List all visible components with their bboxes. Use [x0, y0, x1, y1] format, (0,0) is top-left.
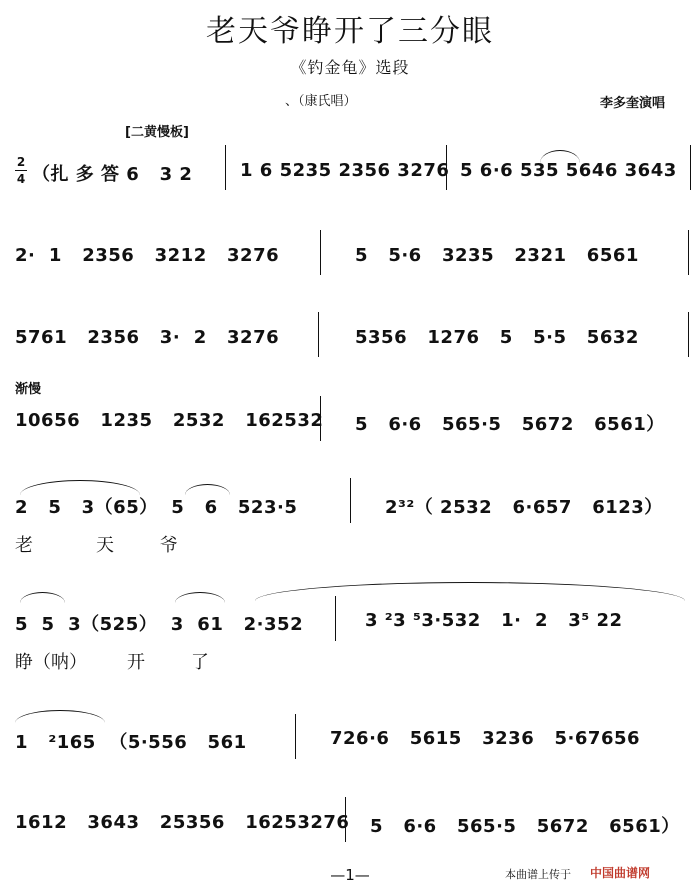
music-line-2-seg-1: 2· 1 2356 3212 3276	[15, 245, 280, 266]
barline	[350, 478, 351, 523]
time-signature-bottom: 4	[16, 172, 26, 186]
barline	[446, 145, 447, 190]
barline	[688, 230, 689, 275]
site-name: 中国曲谱网	[590, 866, 651, 880]
music-line-6-seg-1: 5 5 3（525） 3 61 2·352	[15, 614, 304, 635]
barline	[320, 230, 321, 275]
music-line-1-seg-2: 1 6 5235 2356 3276	[240, 160, 450, 181]
barline	[690, 145, 691, 190]
tempo-mark: 渐慢	[15, 382, 42, 397]
time-signature-rule	[15, 170, 27, 171]
music-line-2-seg-2: 5 5·6 3235 2321 6561	[355, 245, 639, 266]
music-line-5-seg-1: 2 5 3（65） 5 6 523·5	[15, 497, 298, 518]
slur	[255, 582, 685, 601]
slur	[20, 592, 65, 603]
music-line-3-seg-2: 5356 1276 5 5·5 5632	[355, 327, 639, 348]
time-signature	[15, 155, 27, 186]
subtitle-note: 、（康氏唱）	[285, 94, 357, 109]
music-line-1-seg-3: 5 6·6 535 5646 3643	[460, 160, 677, 181]
barline	[688, 312, 689, 357]
barline	[295, 714, 296, 759]
music-line-1-seg-1: （扎 多 答 6 3 2	[32, 164, 193, 185]
barline	[335, 596, 336, 641]
performer: 李多奎演唱	[600, 96, 666, 111]
music-line-6-seg-2: 3 ²3 ⁵3·532 1· 2 3⁵ 22	[365, 610, 623, 631]
upload-text: 本曲谱上传于	[505, 868, 571, 881]
music-line-7-seg-2: 726·6 5615 3236 5·67656	[330, 728, 641, 749]
music-line-5-seg-2: 2³²（ 2532 6·657 6123）	[385, 497, 663, 518]
barline	[225, 145, 226, 190]
barline	[320, 396, 321, 441]
slur	[15, 710, 105, 723]
lyric-line-2: 睁（呐） 开 了	[15, 652, 209, 673]
music-line-8-seg-2: 5 6·6 565·5 5672 6561）	[370, 816, 680, 837]
music-line-4-seg-2: 5 6·6 565·5 5672 6561）	[355, 414, 665, 435]
score-subtitle: 《钓金龟》选段	[290, 58, 410, 77]
barline	[318, 312, 319, 357]
page-number: —1—	[330, 866, 370, 884]
barline	[345, 797, 346, 842]
slur	[540, 150, 580, 163]
music-line-4-seg-1: 10656 1235 2532 162532	[15, 410, 324, 431]
score-title: 老天爷睁开了三分眼	[206, 14, 494, 49]
lyric-line-1: 老 天 爷	[15, 535, 178, 556]
music-line-8-seg-1: 1612 3643 25356 16253276	[15, 812, 350, 833]
music-line-3-seg-1: 5761 2356 3· 2 3276	[15, 327, 280, 348]
slur	[175, 592, 225, 603]
music-line-7-seg-1: 1 ²165 （5·556 561	[15, 732, 247, 753]
mode-mark: [二黄慢板]	[125, 125, 189, 140]
time-signature-top: 2	[16, 155, 26, 169]
